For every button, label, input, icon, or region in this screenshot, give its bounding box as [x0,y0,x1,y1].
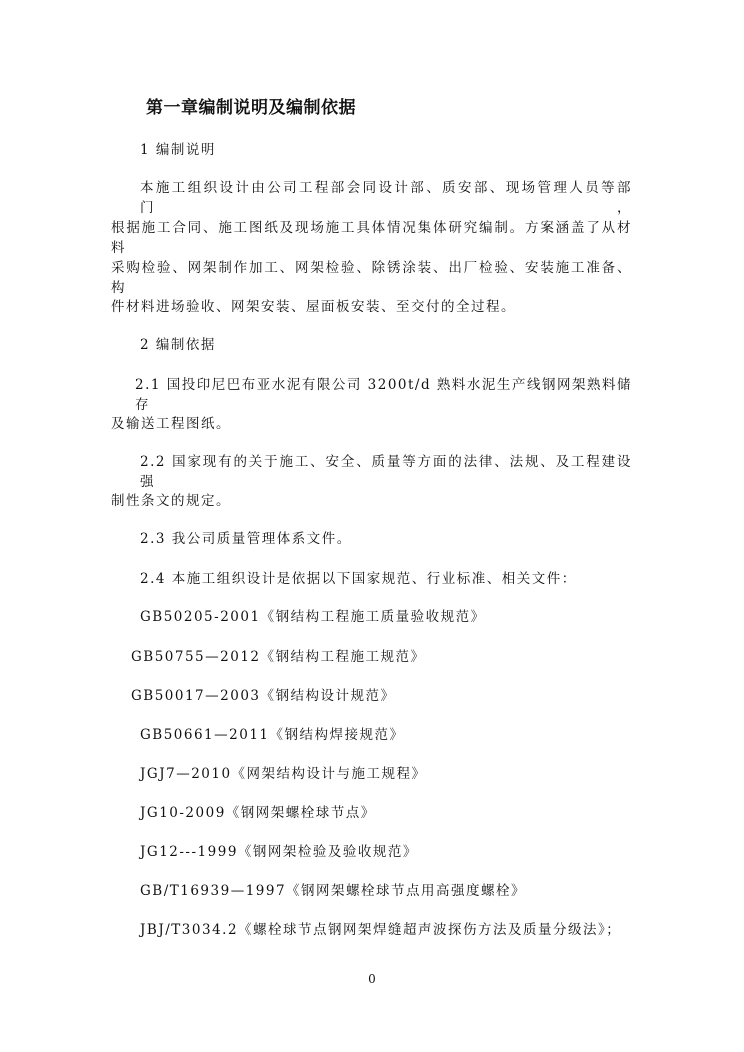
page-number: 0 [368,972,376,986]
section-1-paragraph-line: 件材料进场验收、网架安装、屋面板安装、至交付的全过程。 [111,299,516,315]
section-1-paragraph-line: 根据施工合同、施工图纸及现场施工具体情况集体研究编制。方案涵盖了从材料 [111,220,632,256]
standard-item: GB50017—2003《钢结构设计规范》 [131,688,396,704]
section-2-title: 2 编制依据 [140,337,216,353]
item-2-2-line: 2.2 国家现有的关于施工、安全、质量等方面的法律、法规、及工程建设强 [140,454,632,490]
standard-item: JG12---1999《钢网架检验及验收规范》 [140,844,418,860]
section-1-paragraph-line: 采购检验、网架制作加工、网架检验、除锈涂装、出厂检验、安装施工准备、构 [111,260,632,296]
item-2-4: 2.4 本施工组织设计是依据以下国家规范、行业标准、相关文件： [140,571,577,587]
standard-item: JG10-2009《钢网架螺栓球节点》 [140,805,376,821]
standard-item: GB/T16939—1997《钢网架螺栓球节点用高强度螺栓》 [140,883,527,899]
standard-item: JBJ/T3034.2《螺栓球节点钢网架焊缝超声波探伤方法及质量分级法》； [140,922,622,938]
standard-item: JGJ7—2010《网架结构设计与施工规程》 [140,766,427,782]
standard-item: GB50205-2001《钢结构工程施工质量验收规范》 [140,609,486,625]
section-1-title: 1 编制说明 [140,142,216,158]
item-2-3: 2.3 我公司质量管理体系文件。 [140,531,352,547]
section-1-paragraph-line: 本施工组织设计由公司工程部会同设计部、质安部、现场管理人员等部门， [140,180,632,216]
item-2-2-line: 制性条文的规定。 [111,493,231,509]
item-2-1-line: 及输送工程图纸。 [111,416,231,432]
standard-item: GB50755—2012《钢结构工程施工规范》 [131,649,426,665]
item-2-1-line: 2.1 国投印尼巴布亚水泥有限公司 3200t/d 熟料水泥生产线钢网架熟料储存 [135,377,632,413]
chapter-heading: 第一章编制说明及编制依据 [146,98,356,118]
standard-item: GB50661—2011《钢结构焊接规范》 [140,727,405,743]
